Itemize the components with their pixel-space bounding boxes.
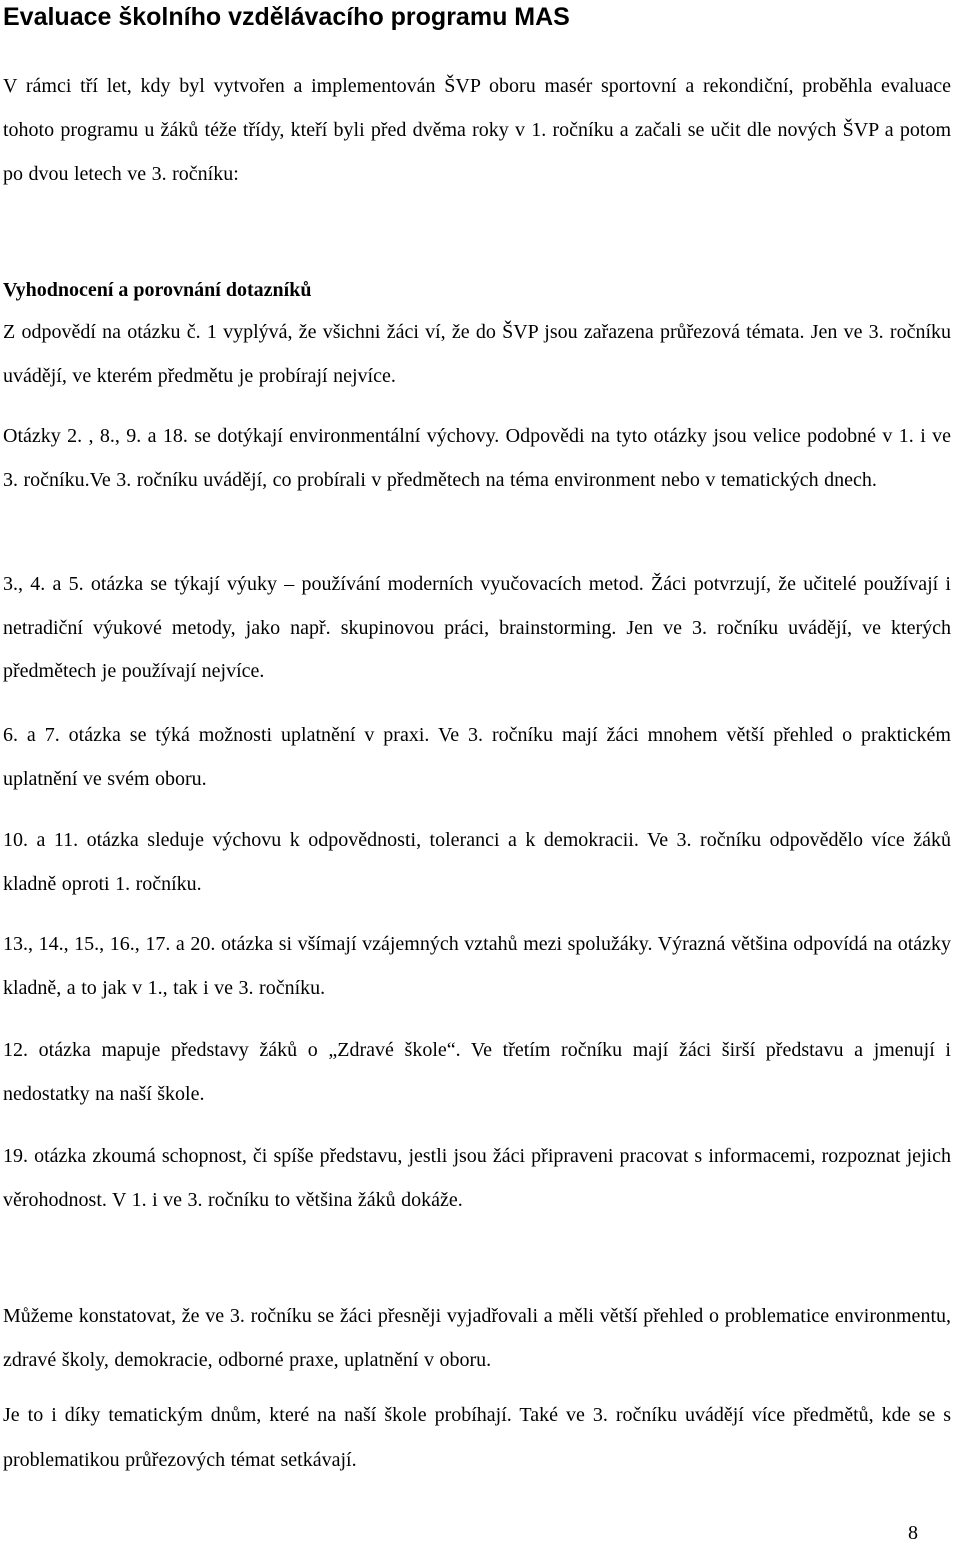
conclusion-paragraph-1: Můžeme konstatovat, že ve 3. ročníku se žáci přesněji vyjadřovali a měli větší přehled o problematice environmentu, zdravé školy, demokracie, odborné praxe, uplatnění v oboru. [3, 1305, 951, 1371]
document-title: Evaluace školního vzdělávacího programu MAS [3, 3, 570, 31]
intro-paragraph: V rámci tří let, kdy byl vytvořen a implementován ŠVP oboru masér sportovní a rekondiční, proběhla evaluace tohoto programu u žáků téže třídy, kteří byli před dvěma roky v 1. ročníku a začali se učit dle nových ŠVP a potom po dvou letech ve 3. ročníku: [3, 75, 951, 185]
paragraph-practice: 6. a 7. otázka se týká možnosti uplatnění v praxi. Ve 3. ročníku mají žáci mnohem větší přehled o praktickém uplatnění ve svém oboru. [3, 724, 951, 790]
paragraph-teaching-methods: 3., 4. a 5. otázka se týkají výuky – používání moderních vyučovacích metod. Žáci potvrzují, že učitelé používají i netradiční výukové metody, jako např. skupinovou práci, brainstorming. Jen ve 3. ročníku uvádějí, ve kterých předmětech je používají nejvíce. [3, 573, 951, 682]
paragraph-responsibility: 10. a 11. otázka sleduje výchovu k odpovědnosti, toleranci a k demokracii. Ve 3. ročníku odpovědělo více žáků kladně oproti 1. ročníku. [3, 829, 951, 895]
paragraph-question-1: Z odpovědí na otázku č. 1 vyplývá, že všichni žáci ví, že do ŠVP jsou zařazena průřezová témata. Jen ve 3. ročníku uvádějí, ve kterém předmětu je probírají nejvíce. [3, 321, 951, 387]
paragraph-relationships: 13., 14., 15., 16., 17. a 20. otázka si všímají vzájemných vztahů mezi spolužáky. Výrazná většina odpovídá na otázky kladně, a to jak v 1., tak i ve 3. ročníku. [3, 933, 951, 999]
paragraph-environment: Otázky 2. , 8., 9. a 18. se dotýkají environmentální výchovy. Odpovědi na tyto otázky jsou velice podobné v 1. i ve 3. ročníku.Ve 3. ročníku uvádějí, co probírali v předmětech na téma environment nebo v tematických dnech. [3, 425, 951, 491]
page-number: 8 [908, 1522, 918, 1544]
paragraph-information: 19. otázka zkoumá schopnost, či spíše představu, jestli jsou žáci připraveni pracovat s informacemi, rozpoznat jejich věrohodnost. V 1. i ve 3. ročníku to většina žáků dokáže. [3, 1145, 951, 1211]
conclusion-paragraph-2: Je to i díky tematickým dnům, které na naší škole probíhají. Také ve 3. ročníku uvádějí více předmětů, kde se s problematikou průřezových témat setkávají. [3, 1404, 951, 1471]
paragraph-healthy-school: 12. otázka mapuje představy žáků o „Zdravé škole“. Ve třetím ročníku mají žáci širší představu a jmenují i nedostatky na naší škole. [3, 1039, 951, 1105]
section-heading: Vyhodnocení a porovnání dotazníků [3, 279, 312, 301]
